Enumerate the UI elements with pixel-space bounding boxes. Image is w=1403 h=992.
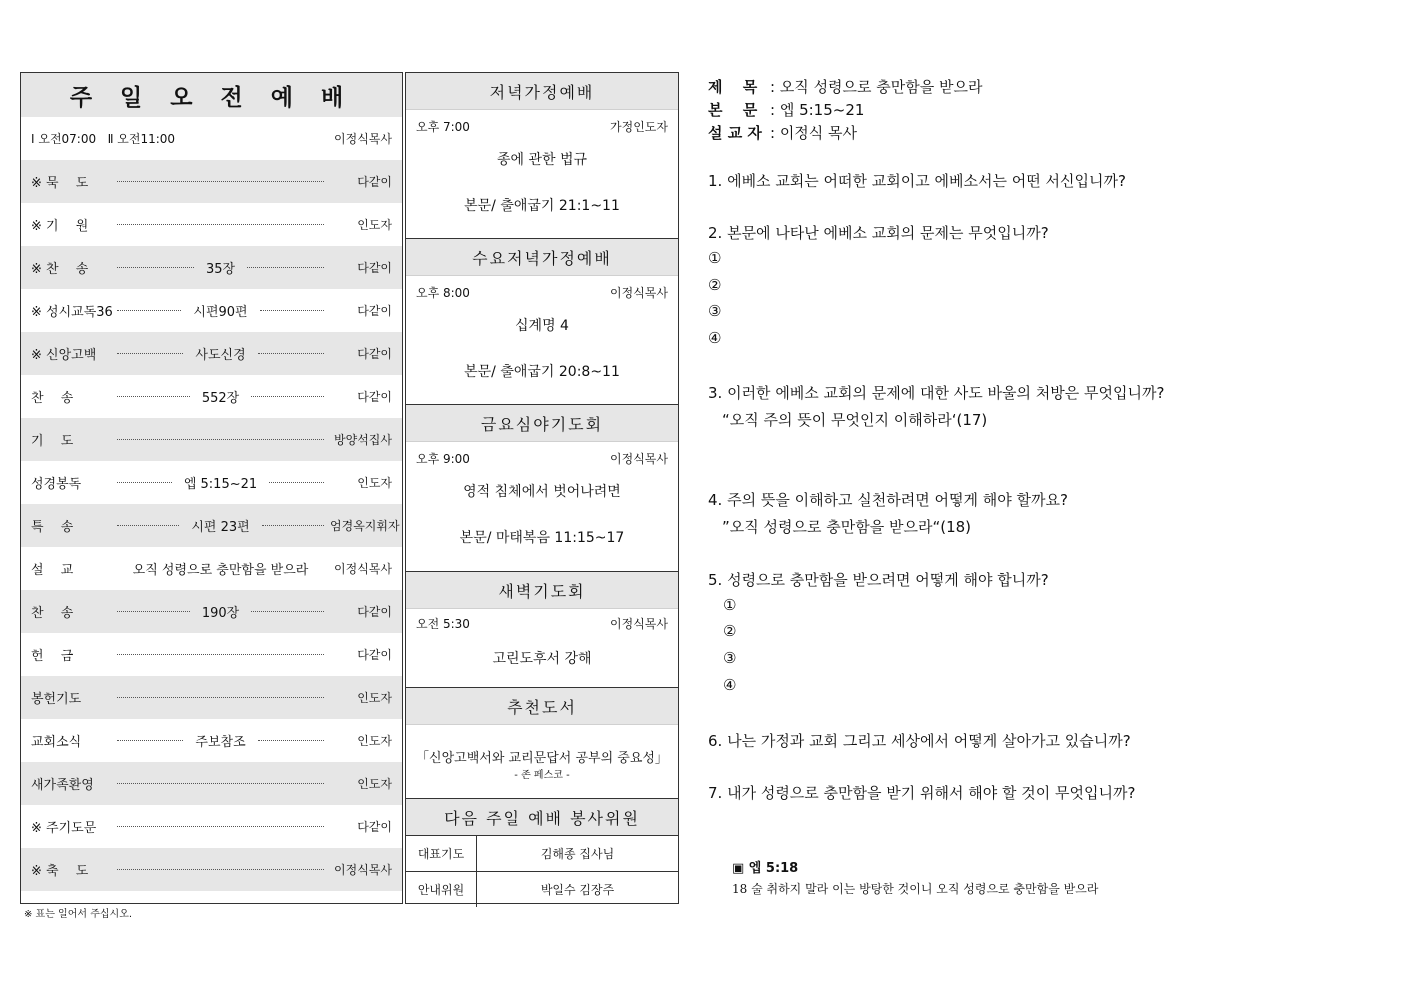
leader-dots xyxy=(117,181,324,182)
wednesday-title: 수요저녁가정예배 xyxy=(406,239,678,276)
order-item-name: 찬 송 xyxy=(31,391,74,406)
leader-dots xyxy=(117,697,324,698)
order-item-role: 다같이 xyxy=(357,304,392,318)
servants-table xyxy=(406,835,678,907)
order-item-role: 인도자 xyxy=(357,734,393,748)
order-item-detail: 사도신경 xyxy=(195,348,246,363)
worship-order-row xyxy=(21,762,402,805)
service-times: Ⅰ 오전07:00 Ⅱ 오전11:00 xyxy=(31,132,176,146)
order-item-name: 특 송 xyxy=(31,520,74,535)
worship-order-row xyxy=(21,590,402,633)
friday-topic: 영적 침체에서 벗어나려면 xyxy=(463,484,621,500)
leader-dots xyxy=(117,869,324,870)
order-item-role: 다같이 xyxy=(357,261,393,275)
leader-dots xyxy=(117,267,194,268)
sermon-preacher-label: 설 교 자 xyxy=(708,124,762,142)
question-1: 1. 에베소 교회는 어떠한 교회이고 에베소서는 어떤 서신입니까? xyxy=(708,172,1126,190)
order-item-role: 인도자 xyxy=(357,476,393,490)
wednesday-time-row xyxy=(406,282,678,303)
dawn-prayer-panel xyxy=(405,571,679,688)
order-item-detail: 시편90편 xyxy=(193,305,248,320)
order-item-role: 다같이 xyxy=(357,347,393,361)
sermon-text: : 엡 5:15~21 xyxy=(770,101,865,119)
order-item-name: 새가족환영 xyxy=(31,778,94,793)
order-item-name: ※ 신앙고백 xyxy=(31,348,97,363)
worship-order-row xyxy=(21,547,402,590)
servant-role: 안내위원 xyxy=(406,872,477,908)
book-author: - 존 페스코 - xyxy=(514,770,570,781)
evening-time-row xyxy=(406,116,678,137)
leader-dots xyxy=(258,353,324,354)
order-item-role: 다같이 xyxy=(357,390,392,404)
sunday-worship-title: 주 일 오 전 예 배 xyxy=(21,73,402,117)
verse-reference: ▣ 엡 5:18 xyxy=(732,861,799,876)
service-leader: 이정식목사 xyxy=(334,132,392,146)
leader-dots xyxy=(117,654,324,655)
order-item-role: 다같이 xyxy=(357,648,392,662)
leader-dots xyxy=(117,611,190,612)
question-3-answer: “오직 주의 뜻이 무엇인지 이해하라‘(17) xyxy=(722,411,988,429)
order-item-role: 인도자 xyxy=(357,777,392,791)
wednesday-topic: 십계명 4 xyxy=(515,318,569,334)
order-item-detail: 552장 xyxy=(201,391,240,406)
leader-dots xyxy=(117,740,183,741)
evening-time: 오후 7:00 xyxy=(416,120,470,134)
order-item-name: 기 도 xyxy=(31,434,74,449)
leader-dots xyxy=(251,611,324,612)
worship-order-row xyxy=(21,160,402,203)
order-item-name: ※ 묵 도 xyxy=(31,176,89,191)
order-item-role: 이정식목사 xyxy=(334,562,392,576)
friday-prayer-panel xyxy=(405,404,679,572)
order-item-role: 다같이 xyxy=(357,605,392,619)
leader-dots xyxy=(260,310,324,311)
friday-leader: 이정식목사 xyxy=(610,452,668,466)
q5-mark-2: ② xyxy=(723,622,737,640)
worship-order-row xyxy=(21,676,402,719)
worship-order-row xyxy=(21,203,402,246)
question-2: 2. 본문에 나타난 에베소 교회의 문제는 무엇입니까? xyxy=(708,224,1049,242)
servant-role: 대표기도 xyxy=(406,836,477,872)
order-item-role: 인도자 xyxy=(357,218,392,232)
dawn-title: 새벽기도회 xyxy=(406,572,678,609)
sermon-title-line xyxy=(708,76,983,97)
evening-topic: 종에 관한 법규 xyxy=(496,152,588,168)
evening-title: 저녁가정예배 xyxy=(406,73,678,110)
order-item-role: 엄경옥지휘자 xyxy=(330,519,400,533)
servants-panel xyxy=(405,798,679,904)
question-5: 5. 성령으로 충만함을 받으려면 어떻게 해야 합니까? xyxy=(708,571,1049,589)
sermon-text-line xyxy=(708,99,864,120)
friday-time-row xyxy=(406,448,678,469)
leader-dots xyxy=(117,353,183,354)
order-item-name: 성경봉독 xyxy=(31,477,82,492)
sermon-preacher: : 이정식 목사 xyxy=(770,124,858,142)
q2-mark-2: ② xyxy=(708,276,722,294)
order-item-detail: 35장 xyxy=(205,262,236,277)
worship-order-row xyxy=(21,289,402,332)
order-item-name: 헌 금 xyxy=(31,649,74,664)
sermon-preacher-line xyxy=(708,122,857,143)
wednesday-text: 본문/ 출애굽기 20:8~11 xyxy=(464,364,620,380)
order-item-name: ※ 축 도 xyxy=(31,864,89,879)
dawn-leader: 이정식목사 xyxy=(610,617,668,631)
question-3: 3. 이러한 에베소 교회의 문제에 대한 사도 바울의 처방은 무엇입니까? xyxy=(708,384,1165,402)
book-title: 「신앙고백서와 교리문답서 공부의 중요성」 xyxy=(416,751,668,766)
order-item-role: 인도자 xyxy=(357,691,392,705)
order-item-detail: 190장 xyxy=(201,606,240,621)
wednesday-leader: 이정식목사 xyxy=(610,286,668,300)
sermon-title: : 오직 성령으로 충만함을 받으라 xyxy=(770,78,983,96)
servant-name: 김해종 집사님 xyxy=(477,836,679,872)
worship-order-row xyxy=(21,461,402,504)
dawn-topic: 고린도후서 강해 xyxy=(492,651,592,667)
worship-order-row xyxy=(21,504,402,547)
worship-order-row xyxy=(21,375,402,418)
order-item-name: 찬 송 xyxy=(31,606,74,621)
dawn-time: 오전 5:30 xyxy=(416,617,470,631)
table-row xyxy=(406,836,678,872)
order-item-name: ※ 기 원 xyxy=(31,219,89,234)
recommended-books-panel xyxy=(405,687,679,799)
worship-order-row xyxy=(21,719,402,762)
dawn-time-row xyxy=(406,613,678,634)
friday-text: 본문/ 마태복음 11:15~17 xyxy=(459,530,625,546)
q5-mark-4: ④ xyxy=(723,676,737,694)
q5-mark-1: ① xyxy=(723,596,737,614)
leader-dots xyxy=(117,826,324,827)
leader-dots xyxy=(247,267,324,268)
order-item-detail: 엡 5:15~21 xyxy=(183,477,258,492)
leader-dots xyxy=(269,482,324,483)
sermon-text-label: 본 문 xyxy=(708,101,758,119)
question-7: 7. 내가 성령으로 충만함을 받기 위해서 해야 할 것이 무엇입니까? xyxy=(708,784,1136,802)
leader-dots xyxy=(258,740,324,741)
leader-dots xyxy=(117,396,190,397)
order-item-name: 봉헌기도 xyxy=(31,692,82,707)
leader-dots xyxy=(117,310,181,311)
leader-dots xyxy=(117,525,179,526)
q2-mark-1: ① xyxy=(708,249,722,267)
wednesday-time: 오후 8:00 xyxy=(416,286,470,300)
leader-dots xyxy=(117,482,172,483)
order-item-name: ※ 찬 송 xyxy=(31,262,89,277)
q2-mark-4: ④ xyxy=(708,329,722,347)
order-item-detail: 시편 23편 xyxy=(191,520,250,535)
worship-order-row xyxy=(21,418,402,461)
leader-dots xyxy=(262,525,324,526)
sunday-worship-panel xyxy=(20,72,403,904)
order-item-role: 다같이 xyxy=(357,175,392,189)
order-item-name: ※ 주기도문 xyxy=(31,821,97,836)
order-of-worship xyxy=(21,160,402,891)
standing-note: ※ 표는 일어서 주십시오. xyxy=(24,909,133,920)
evening-text: 본문/ 출애굽기 21:1~11 xyxy=(464,198,620,214)
leader-dots xyxy=(117,783,324,784)
friday-time: 오후 9:00 xyxy=(416,452,470,466)
evening-worship-panel xyxy=(405,72,679,239)
table-row xyxy=(406,872,678,908)
order-item-name: ※ 성시교독36 xyxy=(31,305,113,320)
order-item-detail: 주보참조 xyxy=(195,735,246,750)
order-item-name: 교회소식 xyxy=(31,735,82,750)
books-title: 추천도서 xyxy=(406,688,678,725)
q2-mark-3: ③ xyxy=(708,302,722,320)
service-times-row xyxy=(21,117,402,160)
worship-order-row xyxy=(21,805,402,848)
worship-order-row xyxy=(21,848,402,891)
question-4: 4. 주의 뜻을 이해하고 실천하려면 어떻게 해야 할까요? xyxy=(708,491,1068,509)
worship-order-row xyxy=(21,246,402,289)
leader-dots xyxy=(117,439,324,440)
wednesday-worship-panel xyxy=(405,238,679,405)
order-item-role: 다같이 xyxy=(357,820,392,834)
worship-order-row xyxy=(21,633,402,676)
order-item-role: 이정식목사 xyxy=(334,863,392,877)
order-item-name: 설 교 xyxy=(31,563,74,578)
leader-dots xyxy=(117,224,324,225)
servant-name: 박일수 김장주 xyxy=(477,872,679,908)
verse-text: 18 술 취하지 말라 이는 방탕한 것이니 오직 성령으로 충만함을 받으라 xyxy=(732,882,1099,896)
question-4-answer: ”오직 성령으로 충만함을 받으라“(18) xyxy=(722,518,972,536)
order-item-detail: 오직 성령으로 충만함을 받으라 xyxy=(132,563,309,578)
leader-dots xyxy=(251,396,324,397)
question-6: 6. 나는 가정과 교회 그리고 세상에서 어떻게 살아가고 있습니까? xyxy=(708,732,1131,750)
sermon-title-label: 제 목 xyxy=(708,78,758,96)
q5-mark-3: ③ xyxy=(723,649,737,667)
worship-order-row xyxy=(21,332,402,375)
order-item-role: 방양석집사 xyxy=(334,433,392,447)
servants-title: 다음 주일 예배 봉사위원 xyxy=(406,799,678,835)
friday-title: 금요심야기도회 xyxy=(406,405,678,442)
evening-leader: 가정인도자 xyxy=(610,120,668,134)
